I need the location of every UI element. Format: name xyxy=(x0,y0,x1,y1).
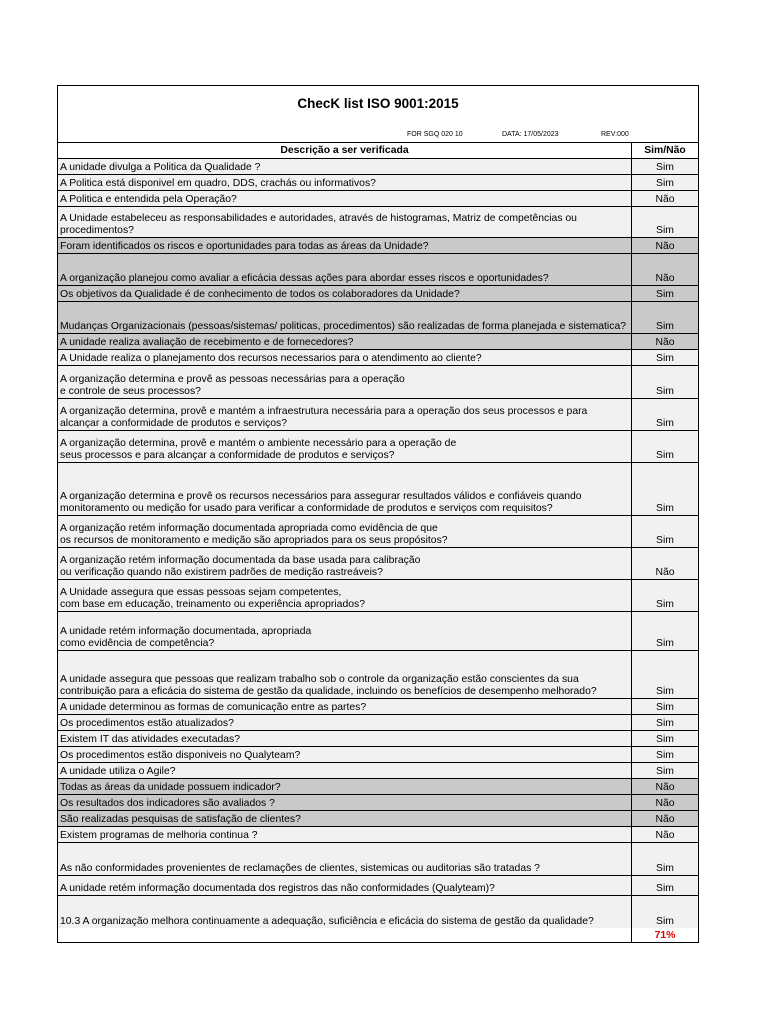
table-row xyxy=(58,827,698,843)
answer-cell: Sim xyxy=(632,651,699,699)
table-row xyxy=(58,876,698,896)
table-row xyxy=(58,747,698,763)
form-revision: REV:000 xyxy=(601,131,629,138)
table-row xyxy=(58,254,698,286)
answer-cell: Sim xyxy=(632,699,699,715)
question-text: A unidade retém informação documentada dos registros das não conformidades (Qualyteam)? xyxy=(58,876,632,896)
table-row xyxy=(58,548,698,580)
table-row xyxy=(58,350,698,366)
table-row xyxy=(58,779,698,795)
table-row xyxy=(58,159,698,175)
answer-cell: Não xyxy=(632,795,699,811)
table-row xyxy=(58,302,698,334)
checklist-table xyxy=(58,143,698,942)
answer-cell: Sim xyxy=(632,366,699,399)
table-row xyxy=(58,366,698,399)
table-row xyxy=(58,207,698,238)
checklist-sheet xyxy=(57,85,699,943)
question-text: A organização retém informação documentada da base usada para calibração ou verificação quando não existirem padrões de medição rastreáveis? xyxy=(58,548,632,580)
question-text: A Unidade assegura que essas pessoas sejam competentes, com base em educação, treinamento ou experiência apropriados? xyxy=(58,580,632,612)
question-text: A organização determina, provê e mantém a infraestrutura necessária para a operação dos seus processos e para alcançar a conformidade de produtos e serviços? xyxy=(58,399,632,431)
table-row xyxy=(58,811,698,827)
question-text: Existem IT das atividades executadas? xyxy=(58,731,632,747)
table-row xyxy=(58,843,698,876)
answer-cell: Sim xyxy=(632,159,699,175)
table-row xyxy=(58,715,698,731)
answer-cell: Sim xyxy=(632,399,699,431)
column-header-description: Descrição a ser verificada xyxy=(58,143,632,159)
question-text: A Unidade estabeleceu as responsabilidades e autoridades, através de histogramas, Matriz de competências ou procedimentos? xyxy=(58,207,632,238)
form-date: DATA: 17/05/2023 xyxy=(502,131,559,138)
question-text: A organização determina e provê as pessoas necessárias para a operação e controle de seus processos? xyxy=(58,366,632,399)
title-box xyxy=(58,86,698,143)
answer-cell: Sim xyxy=(632,175,699,191)
answer-cell: Sim xyxy=(632,876,699,896)
question-text: A Unidade realiza o planejamento dos recursos necessarios para o atendimento ao cliente? xyxy=(58,350,632,366)
page-title: ChecK list ISO 9001:2015 xyxy=(297,96,459,111)
question-text: Os objetivos da Qualidade é de conhecimento de todos os colaboradores da Unidade? xyxy=(58,286,632,302)
table-row xyxy=(58,238,698,254)
question-text: A unidade utiliza o Agile? xyxy=(58,763,632,779)
question-text: Foram identificados os riscos e oportunidades para todas as áreas da Unidade? xyxy=(58,238,632,254)
answer-cell: Sim xyxy=(632,207,699,238)
answer-cell: Não xyxy=(632,334,699,350)
question-text: A organização determina, provê e mantém o ambiente necessário para a operação de seus processos e para alcançar a conformidade de produtos e serviços? xyxy=(58,431,632,463)
answer-cell: Não xyxy=(632,548,699,580)
answer-cell: Sim xyxy=(632,763,699,779)
question-text: Os procedimentos estão atualizados? xyxy=(58,715,632,731)
question-text: A organização planejou como avaliar a eficácia dessas ações para abordar esses riscos e oportunidades? xyxy=(58,254,632,286)
answer-cell: Sim xyxy=(632,516,699,548)
answer-cell: Sim xyxy=(632,843,699,876)
answer-cell: Sim xyxy=(632,463,699,516)
answer-cell: Sim xyxy=(632,612,699,651)
answer-cell: Sim xyxy=(632,580,699,612)
answer-cell: Sim xyxy=(632,286,699,302)
question-text: Mudanças Organizacionais (pessoas/sistemas/ politicas, procedimentos) são realizadas de forma planejada e sistematica? xyxy=(58,302,632,334)
answer-cell: Não xyxy=(632,191,699,207)
column-header-answer: Sim/Não xyxy=(632,143,699,159)
table-row xyxy=(58,731,698,747)
answer-cell: Não xyxy=(632,811,699,827)
answer-cell: Sim xyxy=(632,896,699,928)
table-row xyxy=(58,699,698,715)
table-row xyxy=(58,516,698,548)
table-row xyxy=(58,175,698,191)
question-text: A unidade assegura que pessoas que realizam trabalho sob o controle da organização estão conscientes da sua contribuição para a eficácia do sistema de gestão da qualidade, incluindo os benefícios de desempenho melhorado? xyxy=(58,651,632,699)
answer-cell: Sim xyxy=(632,731,699,747)
table-row xyxy=(58,431,698,463)
question-text: A unidade realiza avaliação de recebimento e de fornecedores? xyxy=(58,334,632,350)
question-text: Os procedimentos estão disponiveis no Qualyteam? xyxy=(58,747,632,763)
table-row xyxy=(58,795,698,811)
question-text: A Politica está disponivel em quadro, DDS, crachás ou informativos? xyxy=(58,175,632,191)
answer-cell: Sim xyxy=(632,715,699,731)
table-row xyxy=(58,191,698,207)
answer-cell: Sim xyxy=(632,302,699,334)
question-text: A Politica e entendida pela Operação? xyxy=(58,191,632,207)
table-row xyxy=(58,763,698,779)
question-text: A unidade determinou as formas de comunicação entre as partes? xyxy=(58,699,632,715)
total-percentage: 71% xyxy=(632,928,699,942)
question-text: As não conformidades provenientes de reclamações de clientes, sistemicas ou auditorias são tratadas ? xyxy=(58,843,632,876)
answer-cell: Não xyxy=(632,779,699,795)
table-row xyxy=(58,463,698,516)
question-text: A unidade divulga a Politica da Qualidade ? xyxy=(58,159,632,175)
answer-cell: Não xyxy=(632,238,699,254)
form-code: FOR SGQ 020 10 xyxy=(407,131,463,138)
table-row xyxy=(58,651,698,699)
question-text: A organização determina e provê os recursos necessários para assegurar resultados válidos e confiáveis quando monitoramento ou medição for usado para verificar a conformidade de produtos e serviços com requisitos? xyxy=(58,463,632,516)
total-label-cell xyxy=(58,928,632,942)
table-row xyxy=(58,612,698,651)
answer-cell: Não xyxy=(632,827,699,843)
answer-cell: Sim xyxy=(632,747,699,763)
question-text: São realizadas pesquisas de satisfação de clientes? xyxy=(58,811,632,827)
question-text: A organização retém informação documentada apropriada como evidência de que os recursos de monitoramento e medição são apropriados para os seus propósitos? xyxy=(58,516,632,548)
answer-cell: Não xyxy=(632,254,699,286)
question-text: A unidade retém informação documentada, apropriada como evidência de competência? xyxy=(58,612,632,651)
question-text: Todas as áreas da unidade possuem indicador? xyxy=(58,779,632,795)
question-text: Os resultados dos indicadores são avaliados ? xyxy=(58,795,632,811)
question-text: 10.3 A organização melhora continuamente a adequação, suficiência e eficácia do sistema de gestão da qualidade? xyxy=(58,896,632,928)
table-row xyxy=(58,286,698,302)
answer-cell: Sim xyxy=(632,350,699,366)
table-row xyxy=(58,580,698,612)
table-row xyxy=(58,896,698,928)
table-row xyxy=(58,399,698,431)
answer-cell: Sim xyxy=(632,431,699,463)
table-row xyxy=(58,334,698,350)
question-text: Existem programas de melhoria continua ? xyxy=(58,827,632,843)
